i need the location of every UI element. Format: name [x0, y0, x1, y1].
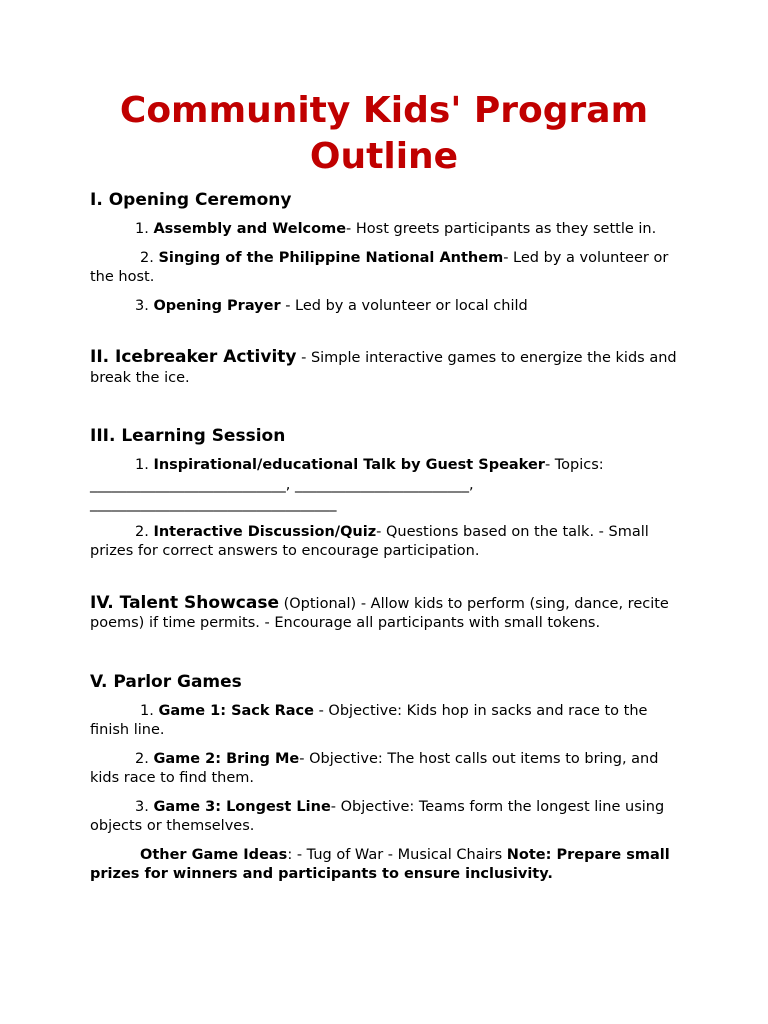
- item-number: 1.: [140, 702, 159, 719]
- item-text: - Objective: Teams form the longest line using objects or themselves.: [90, 798, 665, 834]
- list-item-bring-me: [90, 750, 678, 789]
- item-bold-label: Game 1: Sack Race: [158, 702, 314, 719]
- list-item-guest-speaker: [90, 456, 678, 515]
- item-bold-label: Inspirational/educational Talk by Guest Speaker: [153, 457, 545, 473]
- other-ideas-text: : - Tug of War - Musical Chairs: [287, 846, 507, 863]
- section-heading-opening-ceremony: I. Opening Ceremony: [90, 190, 292, 210]
- item-bold-label: Game 2: Bring Me: [153, 750, 300, 767]
- item-number: 1.: [135, 457, 154, 473]
- item-text: - Objective: Kids hop in sacks and race to the finish line.: [90, 702, 648, 738]
- title-line-2: Outline: [309, 136, 459, 177]
- section-talent-showcase: [90, 594, 678, 634]
- list-item-longest-line: [90, 798, 678, 837]
- note-text: Note: Prepare small prizes for winners and participants to ensure inclusivity.: [90, 846, 670, 882]
- item-text: - Led by a volunteer or local child: [280, 297, 528, 314]
- item-text: - Questions based on the talk. - Small prizes for correct answers to encourage participation.: [90, 523, 649, 559]
- section-text: - Simple interactive games to energize the kids and break the ice.: [90, 350, 677, 386]
- section-text: (Optional) - Allow kids to perform (sing, dance, recite poems) if time permits. - Encourage all participants with small tokens.: [90, 595, 669, 631]
- item-text: - Objective: The host calls out items to bring, and kids race to find them.: [90, 750, 659, 786]
- item-text: - Host greets participants as they settle in.: [346, 221, 657, 237]
- item-number: 3.: [135, 297, 154, 314]
- item-number: 2.: [135, 523, 154, 540]
- page-title: [90, 88, 678, 180]
- item-text: - Led by a volunteer or the host.: [90, 249, 669, 285]
- section-icebreaker: [90, 348, 678, 388]
- item-bold-label: Interactive Discussion/Quiz: [153, 523, 377, 540]
- item-number: 3.: [135, 798, 154, 815]
- list-item-assembly: [90, 220, 678, 240]
- item-text: - Topics: ___________________________, ________________________, __________________________________: [90, 457, 604, 512]
- other-game-ideas: [90, 846, 678, 885]
- item-bold-label: Singing of the Philippine National Anthem: [158, 249, 504, 266]
- title-line-1: Community Kids' Program: [119, 90, 649, 131]
- list-item-discussion-quiz: [90, 523, 678, 562]
- item-number: 2.: [140, 249, 159, 266]
- item-bold-label: Opening Prayer: [153, 297, 281, 314]
- other-ideas-label: Other Game Ideas: [140, 846, 288, 863]
- item-bold-label: Assembly and Welcome: [153, 221, 347, 237]
- list-item-opening-prayer: [90, 297, 678, 317]
- section-heading-icebreaker: II. Icebreaker Activity: [90, 347, 297, 367]
- item-number: 2.: [135, 750, 154, 767]
- section-heading-talent-showcase: IV. Talent Showcase: [90, 592, 279, 613]
- list-item-sack-race: [90, 702, 678, 741]
- list-item-anthem: [90, 249, 678, 288]
- section-heading-learning-session: III. Learning Session: [90, 426, 286, 446]
- item-bold-label: Game 3: Longest Line: [153, 798, 331, 815]
- item-number: 1.: [135, 221, 154, 237]
- section-heading-parlor-games: V. Parlor Games: [90, 671, 242, 692]
